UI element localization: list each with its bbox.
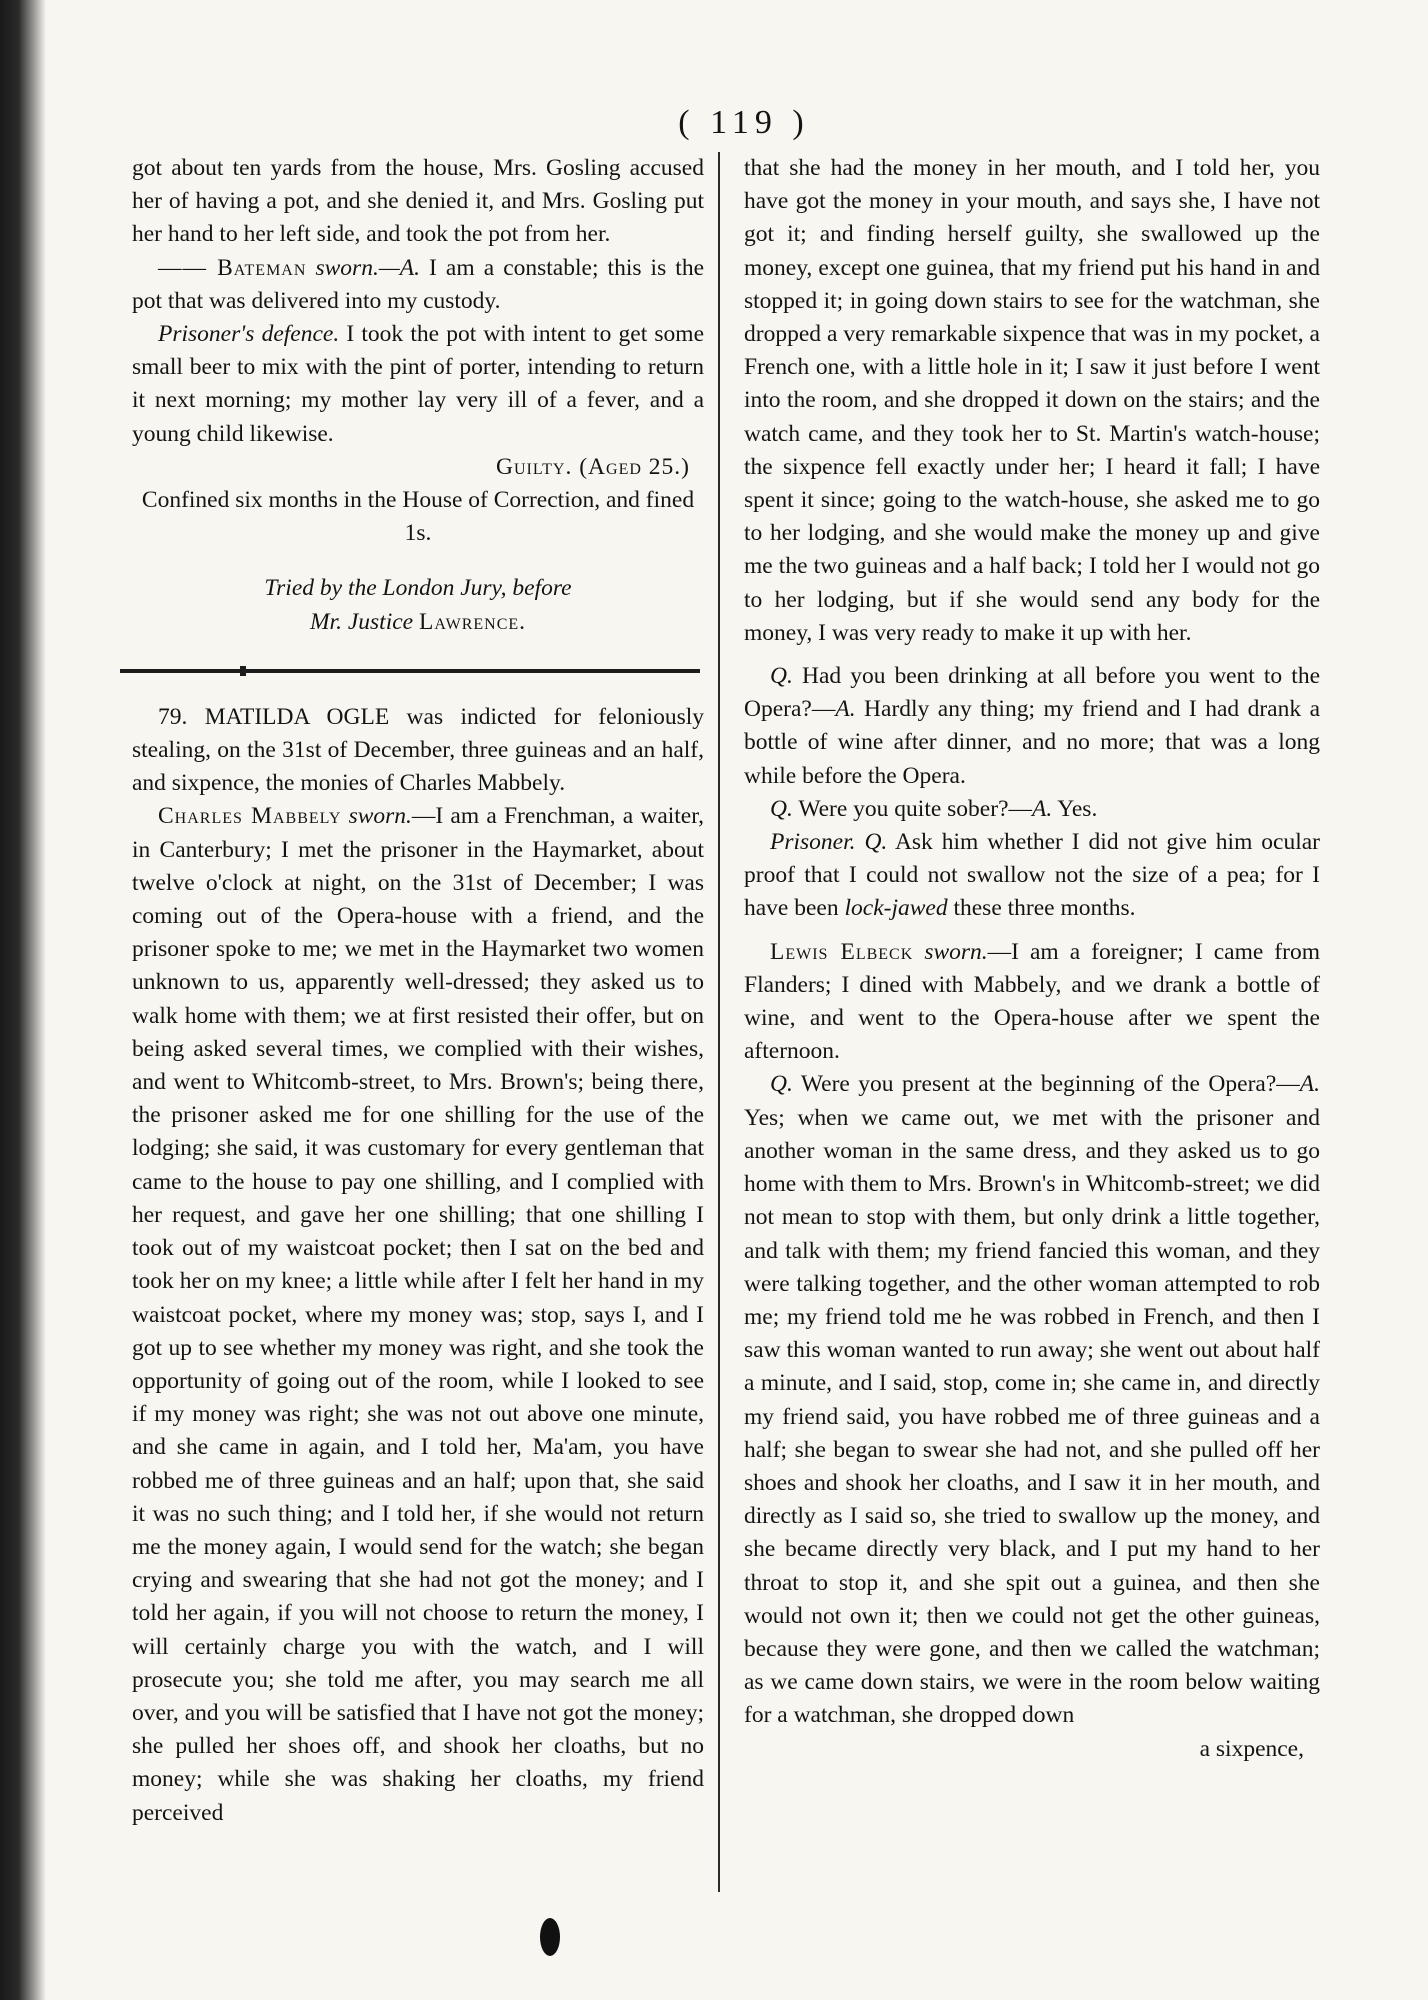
defence-text: I took the pot with intent to get some small beer to mix with the pint of porter, intending to return it next morning; my mother lay very ill of a fever, and a young child likewise. — [132, 321, 704, 447]
testimony-text: —I am a Frenchman, a waiter, in Canterbury; I met the prisoner in the Haymarket, about twelve o'clock at night, on the 31st of December; I was coming out of the Opera-house with a friend, and the prisoner spoke to me; we met in the Haymarket two women unknown to us, apparently well-dressed; they asked us to walk home with them; we at first resisted their offer, but on being asked several times, we complied with their wishes, and went to Whitcomb-street, to Mrs. Brown's; being there, the prisoner asked me for one shilling for the use of the lodging; she said, it was customary for every gentleman that came to the house to pay one shilling, and I complied with her request, and gave her one shilling; that one shilling I took out of my waistcoat pocket; then I sat on the bed and took her on my knee; a little while after I felt her hand in my waistcoat pocket, where my money was; stop, says I, and I got up to see whether my money was right, and she took the opportunity of going out of the room, while I looked to see if my money was right; she was not out above one minute, and she came in again, and I told her, Ma'am, you have robbed me of three guineas and an half; upon that, she said it was no such thing; and I told her, if she would not return me the money again, I would send for the watch; she began crying and swearing that she had not got the money; and I told her again, if you will not choose to return the money, I will certainly charge you with the watch, and I will prosecute you; she told me after, you may search me all over, and you will be satisfied that I have not got the money; she pulled her shoes off, and shook her cloaths, but no money; while she was shaking her cloaths, my friend perceived — [132, 803, 704, 1826]
q-mark: Q. — [770, 663, 793, 690]
paragraph: that she had the money in her mouth, and I told her, you have got the money in your mouth, and says she, I have not got it; and finding herself guilty, she swallowed up the money, except one guinea, that my friend put his hand in and stopped it; in going down stairs to see for the watchman, she dropped a very remarkable sixpence that was in my pocket, a French one, with a little hole in it; I saw it just before I went into the room, and she dropped it down on the stairs; and the watch came, and they took her to St. Martin's watch-house; the sixpence fell exactly under her; I heard it fall; I have spent it since; going to the watch-house, she asked me to go to her lodging, and she would make the money up and give me the two guineas and a half back; I told her I would not go to her lodging, but if she would send any body for the money, I was very ready to make it up with her. — [744, 155, 1320, 646]
catchword: a sixpence, — [1199, 1735, 1304, 1762]
verdict: Guilty. (Aged 25.) — [496, 453, 690, 480]
judge-name: Lawrence. — [418, 608, 527, 635]
question-4 — [744, 1068, 1320, 1732]
sworn-label: sworn. — [348, 803, 412, 830]
indictment-text: was indicted for feloniously stealing, on the 31st of December, three guineas and an half, and sixpence, the monies of Charles Mabbely. — [132, 703, 705, 797]
case-header — [132, 701, 704, 801]
paragraph: got about ten yards from the house, Mrs. Gosling accused her of having a pot, and she denied it, and Mrs. Gosling put her hand to her left side, and took the pot from her. — [132, 155, 704, 248]
tried-line-2 — [132, 606, 704, 639]
section-rule — [120, 669, 700, 673]
question-text: Were you present at the beginning of the Opera?— — [800, 1071, 1300, 1098]
prisoner-label: Prisoner. — [770, 829, 856, 856]
testimony-text: I am a constable; this is the pot that was delivered into my custody. — [132, 254, 705, 314]
a-mark: A. — [1299, 1071, 1320, 1098]
question-text-end: these three months. — [953, 895, 1136, 922]
answer-text: Hardly any thing; my friend and I had drank a bottle of wine after dinner, and no more; that was a long while before the Opera. — [744, 696, 1320, 789]
testimony-mabbely — [132, 800, 704, 1829]
left-column — [132, 152, 704, 1830]
defendant-name: MATILDA OGLE — [204, 703, 390, 730]
prisoner-defence — [132, 318, 704, 451]
binding-shadow — [0, 0, 46, 2000]
ink-blot — [540, 1918, 560, 1956]
witness-name: Charles Mabbely — [158, 803, 342, 830]
witness-name: —— Bateman — [158, 254, 307, 281]
case-number: 79. — [158, 703, 188, 730]
testimony-bateman — [132, 252, 704, 318]
question-text: Were you quite sober?— — [798, 795, 1032, 822]
question-2 — [744, 793, 1320, 826]
q-mark: Q. — [770, 1071, 793, 1098]
question-text: Had you been drinking at all before you went to the Opera?— — [744, 663, 1320, 723]
right-column — [744, 152, 1320, 1766]
defence-label: Prisoner's defence. — [158, 321, 340, 348]
testimony-text: —I am a foreigner; I came from Flanders; I dined with Mabbely, and we drank a bottle of wine, and went to the Opera-house after we spent the afternoon. — [744, 938, 1320, 1065]
q-mark: Q. — [770, 795, 793, 822]
prisoner-question — [744, 826, 1320, 926]
question-1 — [744, 660, 1320, 793]
sentence: Confined six months in the House of Correction, and fined 1s. — [141, 487, 695, 547]
tried-text: Tried by the London Jury, before — [264, 575, 572, 602]
witness-name: Lewis Elbeck — [770, 938, 914, 965]
question-text: Ask him whether I did not give him ocular proof that I could not swallow not the size of a pea; for I have been — [744, 829, 1320, 922]
judge-title: Mr. Justice — [309, 608, 414, 635]
a-mark: A. — [1032, 795, 1053, 822]
testimony-elbeck — [744, 936, 1320, 1069]
page-number: ( 119 ) — [678, 104, 810, 141]
tried-line-1 — [132, 572, 704, 605]
q-mark: Q. — [864, 829, 888, 856]
column-divider — [718, 152, 720, 1892]
sworn-label: sworn.—A. — [315, 254, 420, 281]
answer-text: Yes. — [1057, 795, 1098, 822]
a-mark: A. — [835, 696, 856, 723]
answer-text: Yes; when we came out, we met with the prisoner and another woman in the same dress, and they asked us to go home with them to Mrs. Brown's in Whitcomb-street; we did not mean to stop with them, but only drink a little together, and talk with them; my friend fancied this woman, and they were talking together, and the other woman attempted to rob me; my friend told me he was robbed in French, and then I saw this woman wanted to run away; she went out about half a minute, and I said, stop, come in; she came in, and directly my friend said, you have robbed me of three guineas and a half; she began to swear she had not, and she pulled off her shoes and shook her cloaths, and I saw it in her mouth, and directly as I said so, she tried to swallow up the money, and she became directly very black, and I put my hand to her throat to stop it, and she spit out a guinea, and then she would not own it; then we could not get the other guineas, because they were gone, and then we called the watchman; as we came down stairs, we were in the room below waiting for a watchman, she dropped down — [744, 1104, 1320, 1729]
sworn-label: sworn. — [924, 938, 988, 965]
italic-term: lock-jawed — [844, 895, 948, 922]
